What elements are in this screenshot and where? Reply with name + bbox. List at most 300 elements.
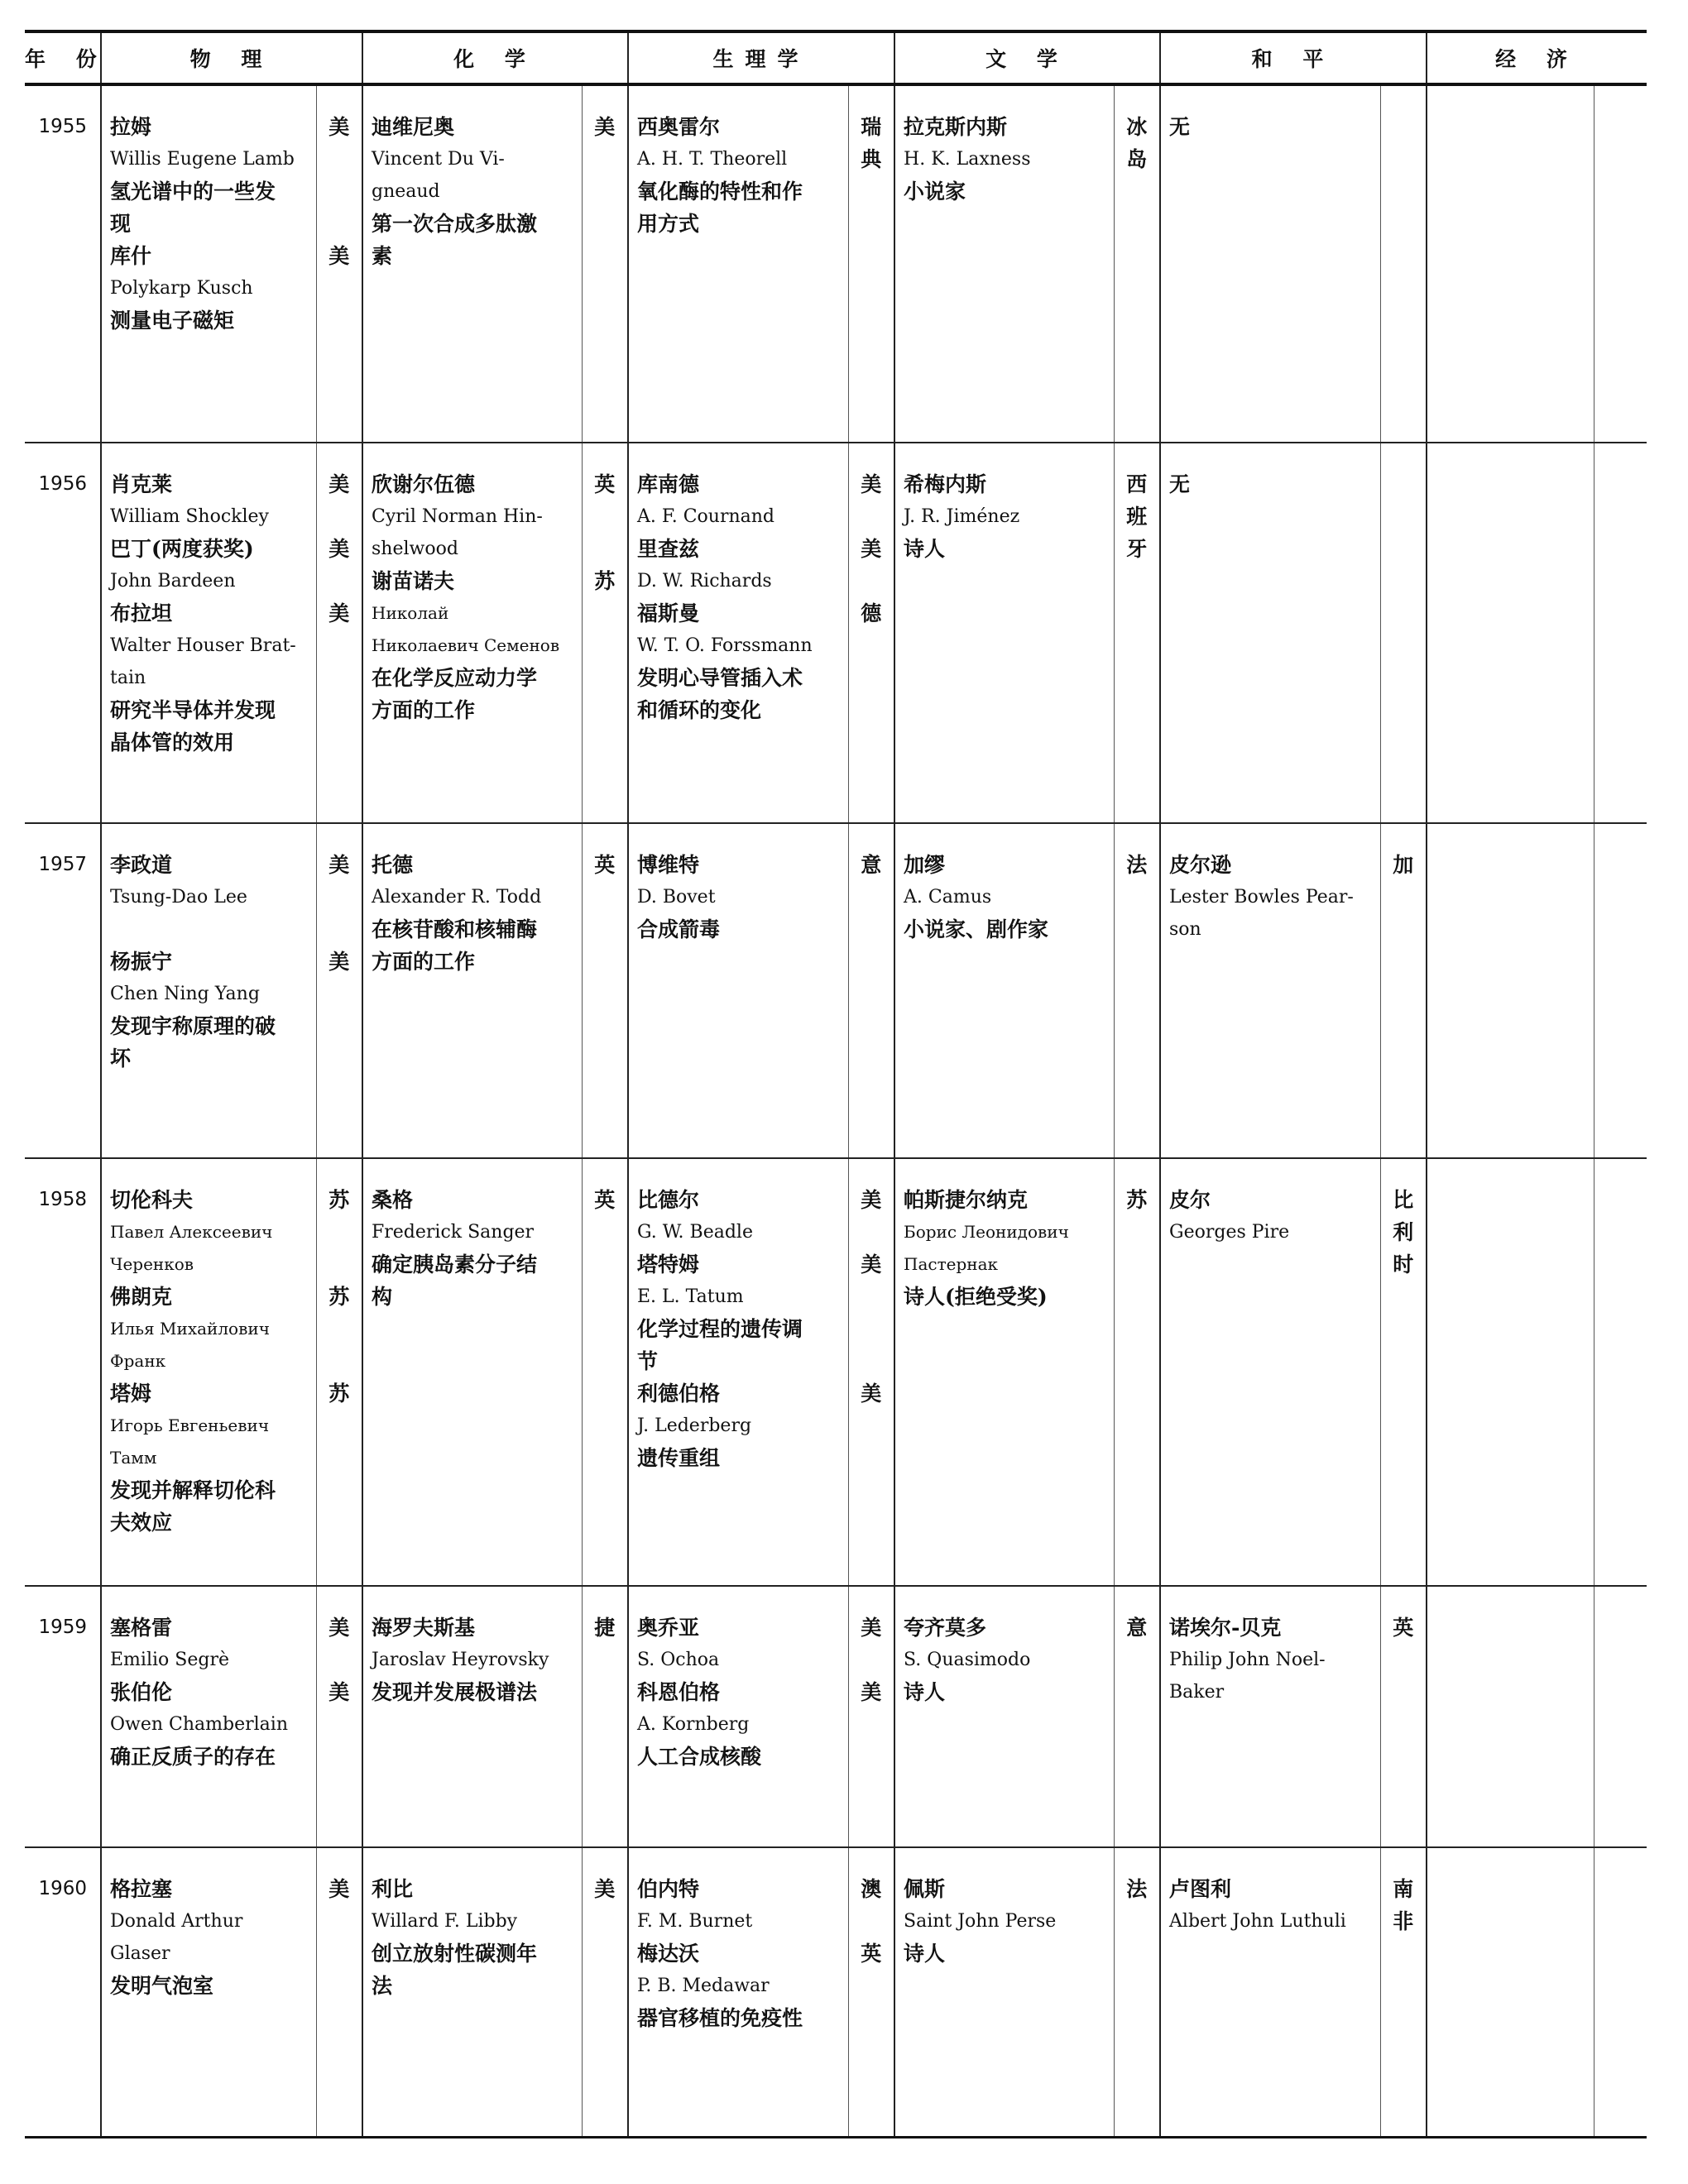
chemistry-line: 法 (372, 1974, 393, 1998)
nationality-char (317, 208, 362, 240)
literature-line: 拉克斯内斯 (904, 115, 1008, 139)
nationality-char: 美 (328, 1616, 350, 1640)
chemistry-line: 素 (372, 244, 393, 268)
literature-line: 小说家 (904, 180, 966, 204)
peace-laureate-cell (1160, 1586, 1380, 1847)
nationality-char: 美 (861, 1252, 882, 1276)
nationality-char (317, 1248, 362, 1281)
nationality-char: 美 (328, 115, 350, 139)
physiology-line: 发明心导管插入术 (637, 666, 803, 690)
physiology-line: 遗传重组 (637, 1446, 721, 1470)
nationality-char: 岛 (1126, 147, 1148, 171)
nationality-char: 苏 (1126, 1188, 1148, 1212)
physiology-laureate-cell (628, 443, 848, 823)
nationality-char: 英 (594, 1188, 616, 1212)
chemistry-nationality-cell (582, 1847, 628, 2137)
nationality-char: 美 (861, 1616, 882, 1640)
physiology-nationality-cell (848, 1847, 894, 2137)
literature-line: 诗人(拒绝受奖) (904, 1285, 1048, 1309)
physics-line: Willis Eugene Lamb (110, 149, 295, 170)
peace-line: son (1169, 919, 1201, 940)
physiology-laureate-cell (628, 1158, 848, 1586)
physics-line: Donald Arthur (110, 1911, 243, 1932)
literature-laureate-cell (894, 84, 1114, 443)
nationality-char: 美 (594, 115, 616, 139)
chemistry-nationality-cell (582, 443, 628, 823)
peace-laureate-cell (1160, 1158, 1380, 1586)
nationality-char: 瑞 (861, 115, 882, 139)
nationality-char: 比 (1393, 1188, 1414, 1212)
physics-nationality-cell (316, 443, 362, 823)
table-row (25, 84, 1647, 443)
chemistry-line: 海罗夫斯基 (372, 1616, 476, 1640)
physics-line: Франк (110, 1351, 166, 1371)
chemistry-line: Willard F. Libby (372, 1911, 518, 1932)
peace-line: Baker (1169, 1682, 1225, 1703)
nationality-char (849, 1345, 894, 1377)
nationality-char: 利 (1393, 1220, 1414, 1244)
physics-line: Polykarp Kusch (110, 278, 253, 299)
physiology-nationality-cell (848, 84, 894, 443)
physiology-laureate-cell (628, 823, 848, 1158)
physics-line: 巴丁(两度获奖) (110, 537, 254, 561)
chemistry-line: 发现并发展极谱法 (372, 1680, 538, 1704)
physics-line: 张伯伦 (110, 1680, 173, 1704)
chemistry-line: 确定胰岛素分子结 (372, 1252, 538, 1276)
literature-line: 小说家、剧作家 (904, 917, 1049, 941)
peace-nationality-cell (1380, 1158, 1427, 1586)
literature-line: Борис Леонидович (904, 1222, 1069, 1242)
literature-line: Пастернак (904, 1254, 999, 1274)
header-economics: 经 济 (1427, 31, 1647, 84)
physiology-line: 节 (637, 1349, 659, 1373)
header-literature: 文 学 (894, 31, 1160, 84)
nationality-char: 美 (861, 1680, 882, 1704)
chemistry-line: 方面的工作 (372, 950, 476, 974)
nationality-char: 南 (1393, 1877, 1414, 1901)
physics-line: 塞格雷 (110, 1616, 173, 1640)
economics-laureate-cell (1427, 84, 1594, 443)
chemistry-nationality-cell (582, 823, 628, 1158)
physiology-line: 奥乔亚 (637, 1616, 700, 1640)
physics-line: Chen Ning Yang (110, 984, 260, 1004)
physics-line: Glaser (110, 1943, 170, 1964)
nationality-char: 西 (1126, 472, 1148, 496)
year-cell: 1956 (38, 473, 87, 495)
physiology-line: J. Lederberg (637, 1415, 752, 1436)
peace-line: 诺埃尔-贝克 (1169, 1616, 1282, 1640)
literature-line: 诗人 (904, 1942, 946, 1966)
nationality-char (317, 881, 362, 913)
physiology-nationality-cell (848, 443, 894, 823)
physiology-line: 福斯曼 (637, 601, 700, 625)
chemistry-nationality-cell (582, 84, 628, 443)
literature-nationality-cell (1114, 84, 1160, 443)
economics-nationality-cell (1594, 1158, 1647, 1586)
economics-nationality-cell (1594, 1847, 1647, 2137)
nationality-char (317, 1313, 362, 1345)
literature-line: 夸齐莫多 (904, 1616, 987, 1640)
physiology-laureate-cell (628, 1586, 848, 1847)
literature-line: 加缪 (904, 853, 946, 877)
literature-laureate-cell (894, 1586, 1114, 1847)
header-physics: 物 理 (101, 31, 362, 84)
year-cell: 1955 (38, 116, 87, 137)
physiology-line: 比德尔 (637, 1188, 700, 1212)
physics-line: 格拉塞 (110, 1877, 173, 1901)
nationality-char: 美 (328, 601, 350, 625)
physics-nationality-cell (316, 84, 362, 443)
nationality-char (317, 1345, 362, 1377)
physics-line: 发明气泡室 (110, 1974, 214, 1998)
peace-line: 无 (1169, 472, 1191, 496)
nationality-char (317, 175, 362, 208)
nationality-char (317, 1216, 362, 1248)
chemistry-laureate-cell (362, 823, 582, 1158)
chemistry-line: Jaroslav Heyrovsky (372, 1650, 549, 1670)
nationality-char (317, 500, 362, 533)
peace-line: 皮尔逊 (1169, 853, 1232, 877)
chemistry-line: Cyril Norman Hin- (372, 506, 543, 527)
year-cell: 1960 (38, 1878, 87, 1899)
physics-line: 氢光谱中的一些发 (110, 180, 276, 204)
nationality-char: 美 (594, 1877, 616, 1901)
literature-line: A. Camus (904, 887, 992, 908)
nationality-char: 捷 (594, 1616, 616, 1640)
nationality-char: 加 (1393, 853, 1414, 877)
nationality-char: 时 (1393, 1252, 1414, 1276)
physics-line: Тамм (110, 1448, 157, 1468)
physiology-line: E. L. Tatum (637, 1286, 744, 1307)
economics-nationality-cell (1594, 84, 1647, 443)
physiology-line: A. H. T. Theorell (637, 149, 788, 170)
chemistry-line: 在化学反应动力学 (372, 666, 538, 690)
literature-line: 希梅内斯 (904, 472, 987, 496)
year-cell: 1959 (38, 1616, 87, 1638)
chemistry-line: gneaud (372, 181, 440, 202)
physiology-nationality-cell (848, 1158, 894, 1586)
nationality-char: 美 (861, 1188, 882, 1212)
physics-line: Tsung-Dao Lee (110, 887, 247, 908)
chemistry-line: 第一次合成多肽激 (372, 212, 538, 236)
nobel-prize-table (25, 30, 1647, 2138)
physics-laureate-cell (101, 1158, 316, 1586)
physiology-nationality-cell (848, 1586, 894, 1847)
physiology-line: 伯内特 (637, 1877, 700, 1901)
nationality-char (317, 565, 362, 597)
physics-laureate-cell (101, 443, 316, 823)
nationality-char: 美 (328, 1877, 350, 1901)
nationality-char (849, 565, 894, 597)
peace-laureate-cell (1160, 443, 1380, 823)
physiology-line: 梅达沃 (637, 1942, 700, 1966)
physiology-line: 和循环的变化 (637, 698, 762, 722)
peace-laureate-cell (1160, 84, 1380, 443)
peace-nationality-cell (1380, 84, 1427, 443)
physiology-line: 里查兹 (637, 537, 700, 561)
literature-laureate-cell (894, 443, 1114, 823)
nationality-char: 非 (1393, 1909, 1414, 1933)
physics-line: William Shockley (110, 506, 269, 527)
peace-line: 皮尔 (1169, 1188, 1211, 1212)
physiology-line: A. Kornberg (637, 1714, 750, 1735)
nationality-char: 美 (328, 472, 350, 496)
physiology-line: S. Ochoa (637, 1650, 720, 1670)
nationality-char: 意 (861, 853, 882, 877)
nationality-char: 英 (594, 853, 616, 877)
chemistry-laureate-cell (362, 443, 582, 823)
physics-line: 李政道 (110, 853, 173, 877)
peace-line: Philip John Noel- (1169, 1650, 1326, 1670)
literature-line: Saint John Perse (904, 1911, 1057, 1932)
physics-nationality-cell (316, 1158, 362, 1586)
nationality-char: 德 (861, 601, 882, 625)
physiology-line: 科恩伯格 (637, 1680, 721, 1704)
nationality-char (849, 500, 894, 533)
nationality-char: 美 (328, 950, 350, 974)
physiology-line: 合成箭毒 (637, 917, 721, 941)
literature-line: 诗人 (904, 1680, 946, 1704)
nationality-char: 美 (861, 1382, 882, 1406)
chemistry-laureate-cell (362, 1158, 582, 1586)
peace-line: Georges Pire (1169, 1222, 1290, 1243)
nationality-char (849, 1644, 894, 1676)
physics-line: tain (110, 668, 146, 688)
nationality-char (583, 533, 628, 565)
physics-line: Павел Алексеевич (110, 1222, 273, 1242)
year-cell: 1957 (38, 854, 87, 875)
literature-nationality-cell (1114, 1158, 1160, 1586)
economics-laureate-cell (1427, 1586, 1594, 1847)
physiology-line: 塔特姆 (637, 1252, 700, 1276)
nationality-char (849, 1905, 894, 1937)
literature-nationality-cell (1114, 1847, 1160, 2137)
physiology-line: D. W. Richards (637, 571, 772, 592)
nationality-char: 冰 (1126, 115, 1148, 139)
literature-line: 诗人 (904, 537, 946, 561)
physiology-line: F. M. Burnet (637, 1911, 753, 1932)
physics-line: 坏 (110, 1046, 132, 1070)
physiology-line: G. W. Beadle (637, 1222, 753, 1243)
physiology-laureate-cell (628, 1847, 848, 2137)
table-row (25, 443, 1647, 823)
nationality-char: 英 (1393, 1616, 1414, 1640)
chemistry-laureate-cell (362, 84, 582, 443)
nationality-char: 班 (1126, 505, 1148, 529)
physiology-line: 博维特 (637, 853, 700, 877)
year-cell: 1958 (38, 1189, 87, 1210)
literature-nationality-cell (1114, 443, 1160, 823)
physics-line: 塔姆 (110, 1382, 152, 1406)
physics-line (110, 913, 311, 946)
chemistry-line: Frederick Sanger (372, 1222, 535, 1243)
literature-laureate-cell (894, 1847, 1114, 2137)
literature-line: S. Quasimodo (904, 1650, 1031, 1670)
physics-nationality-cell (316, 1847, 362, 2137)
nationality-char: 苏 (594, 569, 616, 593)
nationality-char (317, 913, 362, 946)
peace-laureate-cell (1160, 1847, 1380, 2137)
physiology-line: 化学过程的遗传调 (637, 1317, 803, 1341)
economics-nationality-cell (1594, 443, 1647, 823)
peace-line: 无 (1169, 115, 1191, 139)
physics-line: 切伦科夫 (110, 1188, 194, 1212)
header-chemistry: 化 学 (362, 31, 628, 84)
chemistry-line: 欣谢尔伍德 (372, 472, 476, 496)
economics-nationality-cell (1594, 1586, 1647, 1847)
nationality-char: 美 (328, 853, 350, 877)
physics-line: 杨振宁 (110, 950, 173, 974)
table-row (25, 1158, 1647, 1586)
physiology-laureate-cell (628, 84, 848, 443)
literature-line: 佩斯 (904, 1877, 946, 1901)
physiology-line: P. B. Medawar (637, 1976, 770, 1996)
physics-line: 肖克莱 (110, 472, 173, 496)
physics-laureate-cell (101, 1586, 316, 1847)
physics-nationality-cell (316, 1586, 362, 1847)
physics-line: 现 (110, 212, 132, 236)
nobel-prize-table-page (25, 30, 1647, 2138)
nationality-char: 英 (861, 1942, 882, 1966)
physiology-line: A. F. Cournand (637, 506, 774, 527)
chemistry-line: shelwood (372, 539, 458, 559)
nationality-char: 英 (594, 472, 616, 496)
literature-line: 帕斯捷尔纳克 (904, 1188, 1029, 1212)
chemistry-line: 谢苗诺夫 (372, 569, 455, 593)
economics-laureate-cell (1427, 443, 1594, 823)
economics-nationality-cell (1594, 823, 1647, 1158)
chemistry-laureate-cell (362, 1586, 582, 1847)
chemistry-line: Alexander R. Todd (372, 887, 542, 908)
nationality-char (583, 500, 628, 533)
physics-line: 发现并解释切伦科 (110, 1478, 276, 1502)
nationality-char: 意 (1126, 1616, 1148, 1640)
economics-laureate-cell (1427, 823, 1594, 1158)
nationality-char (849, 1313, 894, 1345)
nationality-char: 法 (1126, 853, 1148, 877)
peace-nationality-cell (1380, 1847, 1427, 2137)
chemistry-line: 利比 (372, 1877, 414, 1901)
physics-line: 发现宇称原理的破 (110, 1014, 276, 1038)
physiology-line: 人工合成核酸 (637, 1745, 762, 1769)
nationality-char: 美 (861, 472, 882, 496)
peace-line: Albert John Luthuli (1169, 1911, 1346, 1932)
physics-nationality-cell (316, 823, 362, 1158)
physics-line: 研究半导体并发现 (110, 698, 276, 722)
table-body (25, 84, 1647, 2137)
nationality-char: 牙 (1126, 537, 1148, 561)
physics-line: 晶体管的效用 (110, 730, 235, 754)
nationality-char: 美 (328, 244, 350, 268)
chemistry-line: 方面的工作 (372, 698, 476, 722)
physiology-nationality-cell (848, 823, 894, 1158)
nationality-char (317, 143, 362, 175)
physiology-line: 利德伯格 (637, 1382, 721, 1406)
chemistry-line: Vincent Du Vi- (372, 149, 505, 170)
header-row (25, 31, 1647, 84)
physics-laureate-cell (101, 1847, 316, 2137)
chemistry-line: Николай (372, 603, 449, 623)
physiology-line: 西奥雷尔 (637, 115, 721, 139)
physiology-line: 氧化酶的特性和作 (637, 180, 803, 204)
literature-nationality-cell (1114, 823, 1160, 1158)
peace-nationality-cell (1380, 823, 1427, 1158)
physics-laureate-cell (101, 84, 316, 443)
table-row (25, 1586, 1647, 1847)
physics-line: Игорь Евгеньевич (110, 1415, 270, 1435)
physics-line: 佛朗克 (110, 1285, 173, 1309)
physics-line: 拉姆 (110, 115, 152, 139)
literature-nationality-cell (1114, 1586, 1160, 1847)
economics-laureate-cell (1427, 1158, 1594, 1586)
literature-line: J. R. Jiménez (904, 506, 1020, 527)
literature-laureate-cell (894, 823, 1114, 1158)
chemistry-nationality-cell (582, 1586, 628, 1847)
chemistry-laureate-cell (362, 1847, 582, 2137)
physics-line: 夫效应 (110, 1511, 173, 1535)
nationality-char: 法 (1126, 1877, 1148, 1901)
chemistry-line: 创立放射性碳测年 (372, 1942, 538, 1966)
peace-nationality-cell (1380, 443, 1427, 823)
chemistry-line: 构 (372, 1285, 393, 1309)
physiology-line: D. Bovet (637, 887, 716, 908)
nationality-char: 美 (861, 537, 882, 561)
nationality-char: 美 (328, 537, 350, 561)
peace-laureate-cell (1160, 823, 1380, 1158)
chemistry-line: 迪维尼奥 (372, 115, 455, 139)
physiology-line: W. T. O. Forssmann (637, 635, 813, 656)
literature-laureate-cell (894, 1158, 1114, 1586)
chemistry-line: 在核苷酸和核辅酶 (372, 917, 538, 941)
nationality-char (317, 1644, 362, 1676)
nationality-char (849, 1281, 894, 1313)
chemistry-line: 托德 (372, 853, 414, 877)
physics-line: Илья Михайлович (110, 1319, 270, 1339)
physics-line: Owen Chamberlain (110, 1714, 289, 1735)
nationality-char: 澳 (861, 1877, 882, 1901)
physics-line: 库什 (110, 244, 152, 268)
nationality-char (849, 1216, 894, 1248)
physics-line: 测量电子磁矩 (110, 309, 235, 333)
chemistry-nationality-cell (582, 1158, 628, 1586)
economics-laureate-cell (1427, 1847, 1594, 2137)
physics-line: 布拉坦 (110, 601, 173, 625)
nationality-char: 典 (861, 147, 882, 171)
physics-line: Черенков (110, 1254, 194, 1274)
table-row (25, 823, 1647, 1158)
literature-line: H. K. Laxness (904, 149, 1031, 170)
peace-nationality-cell (1380, 1586, 1427, 1847)
physics-line: Emilio Segrè (110, 1650, 229, 1670)
physics-line: John Bardeen (110, 571, 236, 592)
nationality-char: 苏 (328, 1382, 350, 1406)
physiology-line: 用方式 (637, 212, 700, 236)
peace-line: 卢图利 (1169, 1877, 1232, 1901)
physics-laureate-cell (101, 823, 316, 1158)
chemistry-line: Николаевич Семенов (372, 635, 560, 655)
peace-line: Lester Bowles Pear- (1169, 887, 1354, 908)
nationality-char: 苏 (328, 1285, 350, 1309)
physics-line: Walter Houser Brat- (110, 635, 296, 656)
nationality-char: 苏 (328, 1188, 350, 1212)
chemistry-line: 桑格 (372, 1188, 414, 1212)
nationality-char: 美 (328, 1680, 350, 1704)
header-physiology: 生理学 (628, 31, 894, 84)
physiology-line: 库南德 (637, 472, 700, 496)
physics-line: 确正反质子的存在 (110, 1745, 276, 1769)
table-row (25, 1847, 1647, 2137)
physiology-line: 器官移植的免疫性 (637, 2006, 803, 2030)
